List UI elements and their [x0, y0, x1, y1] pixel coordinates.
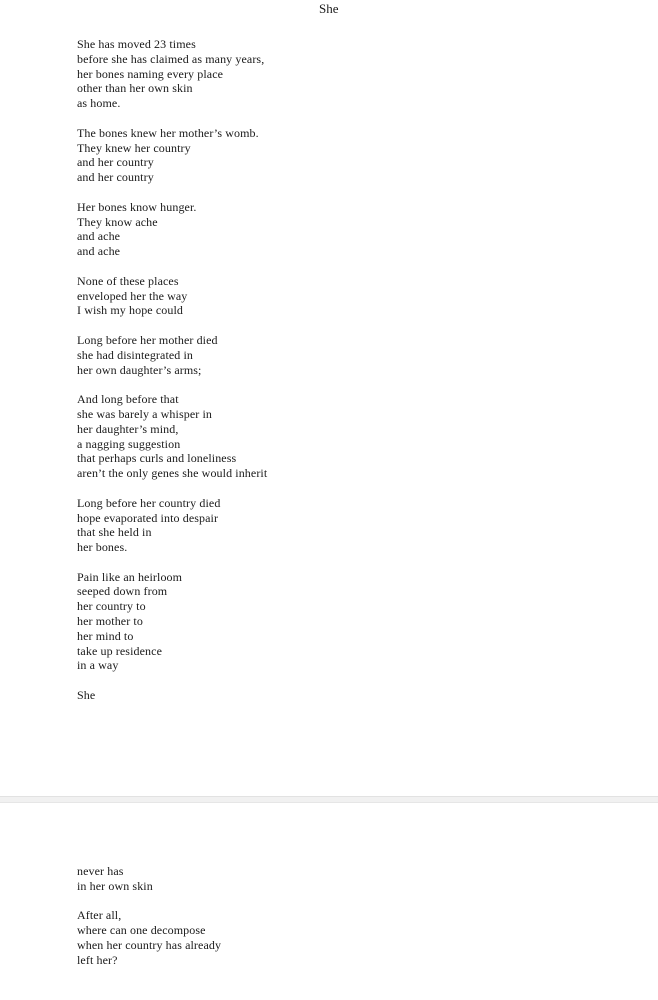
poem-line: She	[77, 688, 96, 703]
poem-line: other than her own skin	[77, 81, 193, 96]
stanza	[77, 200, 267, 259]
page-separator	[0, 796, 658, 803]
poem-line: left her?	[77, 952, 118, 967]
poem-line: she had disintegrated in	[77, 347, 194, 362]
poem-line: that she held in	[77, 525, 152, 540]
poem-line: The bones knew her mother’s womb.	[77, 125, 259, 140]
page-title: She	[319, 1, 339, 16]
poem-line: She has moved 23 times	[77, 37, 196, 51]
poem-line: never has	[77, 864, 124, 878]
poem-line: before she has claimed as many years,	[77, 51, 265, 66]
poem-line: Long before her country died	[77, 495, 221, 510]
stanza	[77, 37, 267, 111]
poem-line: Long before her mother died	[77, 332, 218, 347]
poem-line: as home.	[77, 96, 121, 111]
poem-line: take up residence	[77, 643, 162, 658]
poem-line: enveloped her the way	[77, 288, 188, 303]
poem-line: Her bones know hunger.	[77, 199, 197, 214]
stanza	[77, 908, 221, 967]
poem-line: she was barely a whisper in	[77, 406, 212, 421]
stanza	[77, 392, 267, 481]
poem-line: her bones.	[77, 540, 128, 555]
poem-line: and ache	[77, 229, 121, 244]
stanza	[77, 864, 221, 894]
stanza	[77, 688, 267, 703]
poem-line: hope evaporated into despair	[77, 510, 219, 525]
stanza	[77, 274, 267, 318]
poem-line: and her country	[77, 155, 154, 170]
poem-line: And long before that	[77, 392, 179, 407]
poem-line: They know ache	[77, 214, 158, 229]
poem-line: in her own skin	[77, 878, 153, 893]
poem-line: her mother to	[77, 614, 143, 629]
poem-line: Pain like an heirloom	[77, 569, 183, 584]
poem-body	[77, 37, 267, 703]
stanza	[77, 496, 267, 555]
poem-line: and ache	[77, 244, 121, 259]
poem-line: seeped down from	[77, 584, 168, 599]
poem-line: when her country has already	[77, 937, 222, 952]
poem-line: They knew her country	[77, 140, 191, 155]
stanza	[77, 570, 267, 674]
poem-line: and her country	[77, 170, 154, 185]
poem-line: her daughter’s mind,	[77, 421, 179, 436]
poem-line: where can one decompose	[77, 923, 206, 938]
poem-line: aren’t the only genes she would inherit	[77, 466, 268, 481]
poem-line: that perhaps curls and loneliness	[77, 451, 237, 466]
poem-line: her bones naming every place	[77, 66, 224, 81]
poem-line: a nagging suggestion	[77, 436, 181, 451]
poem-line: her own daughter’s arms;	[77, 362, 202, 377]
poem-line: in a way	[77, 658, 119, 673]
poem-line: None of these places	[77, 273, 179, 288]
poem-line: her country to	[77, 599, 146, 614]
poem-line: After all,	[77, 908, 122, 923]
poem-line: her mind to	[77, 628, 134, 643]
poem-line: I wish my hope could	[77, 303, 183, 318]
stanza	[77, 333, 267, 377]
poem-body-continued	[77, 864, 221, 968]
document-page-2	[0, 803, 658, 1000]
stanza	[77, 126, 267, 185]
